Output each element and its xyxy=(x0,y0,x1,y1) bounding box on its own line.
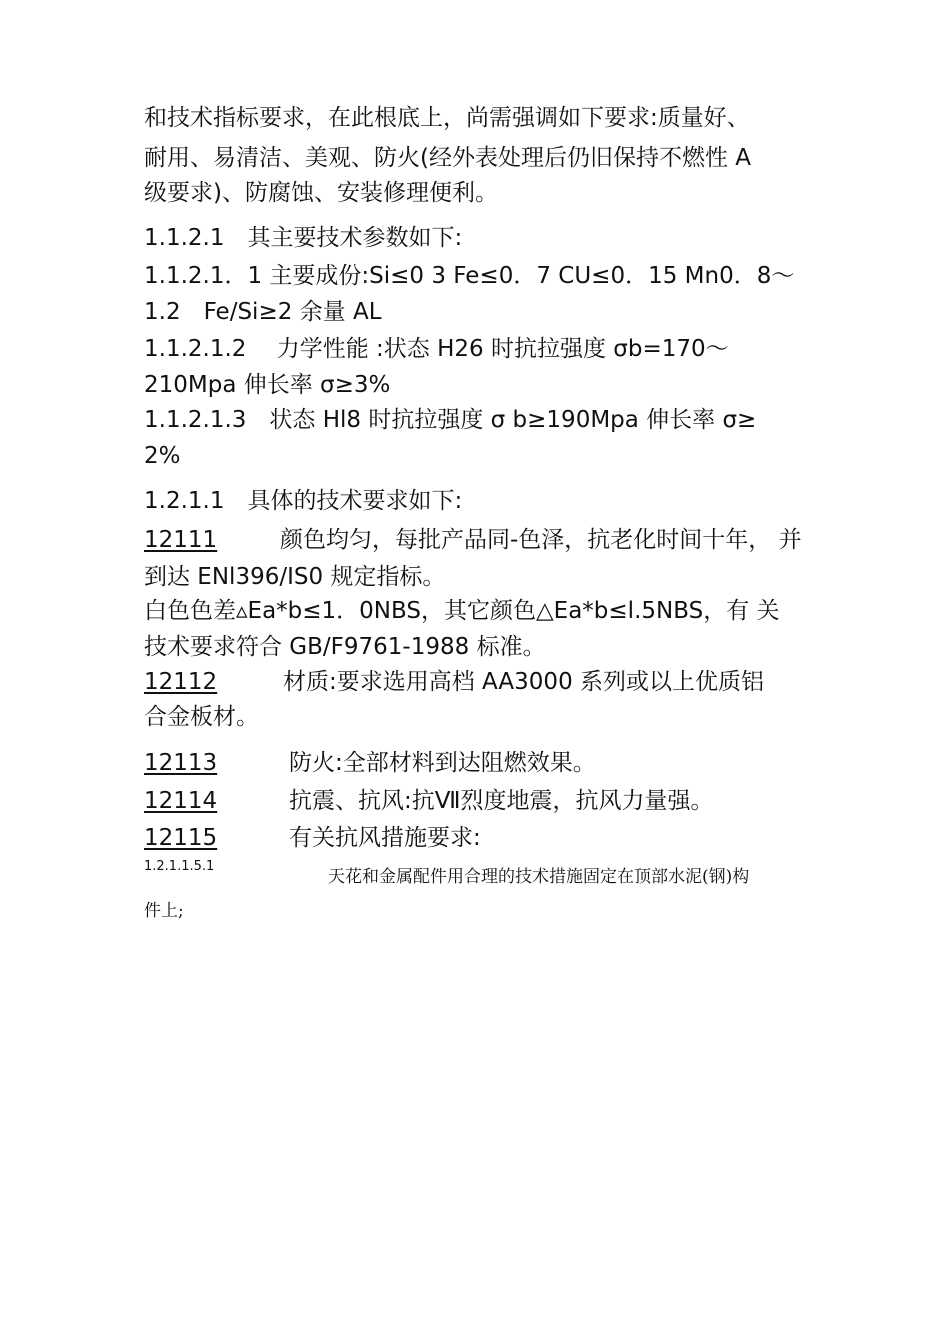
item-12112-cont: 合金板材。 xyxy=(144,704,259,730)
item-number: 12115 xyxy=(144,825,218,851)
sub-item-number: 1.2.1.1.5.1 xyxy=(144,859,215,874)
color-diff-line-1: 白色色差▵Ea*b≤1．0NBS，其它颜色△Ea*b≤l.5NBS，有 关 xyxy=(144,598,780,624)
item-12111-cont: 到达 ENl396/IS0 规定指标。 xyxy=(144,564,446,590)
item-text: 抗震、抗风:抗Ⅶ烈度地震，抗风力量强。 xyxy=(289,788,714,814)
composition-line-2: 1.2 Fe/Si≥2 余量 AL xyxy=(144,299,382,325)
mechanical-line-1: 1.1.2.1.2 力学性能 :状态 H26 时抗拉强度 σb=170～ xyxy=(144,336,729,362)
item-12115 xyxy=(144,823,481,853)
section-heading-1-2-1-1: 1.2.1.1 具体的技术要求如下: xyxy=(144,488,463,514)
item-number: 12112 xyxy=(144,669,218,695)
mechanical-line-2: 210Mpa 伸长率 σ≥3% xyxy=(144,372,391,398)
sub-item-cont: 件上; xyxy=(144,901,184,921)
section-heading-1-1-2-1: 1.1.2.1 其主要技术参数如下: xyxy=(144,225,463,251)
item-12112 xyxy=(144,667,764,697)
item-12113 xyxy=(144,748,596,778)
paragraph-line-2: 耐用、易清洁、美观、防火(经外表处理后仍旧保持不燃性 A xyxy=(144,145,752,171)
item-number: 12113 xyxy=(144,750,218,776)
h18-line-2: 2% xyxy=(144,443,181,469)
item-number: 12111 xyxy=(144,527,218,553)
item-12111 xyxy=(144,525,802,555)
paragraph-line-3: 级要求)、防腐蚀、安装修理便利。 xyxy=(144,180,498,206)
item-text: 防火:全部材料到达阻燃效果。 xyxy=(289,750,596,776)
h18-line-1: 1.1.2.1.3 状态 Hl8 时抗拉强度 σ b≥190Mpa 伸长率 σ≥ xyxy=(144,407,757,433)
item-12114 xyxy=(144,786,714,816)
item-number: 12114 xyxy=(144,788,218,814)
composition-line-1: 1.1.2.1．1 主要成份:Si≤0 3 Fe≤0．7 CU≤0．15 Mn0．8～ xyxy=(144,263,795,289)
sub-item-text: 天花和金属配件用合理的技术措施固定在顶部水泥(钢)构 xyxy=(328,867,750,887)
item-text: 材质:要求选用高档 AA3000 系列或以上优质铝 xyxy=(283,669,765,695)
color-diff-line-2: 技术要求符合 GB/F9761-1988 标准。 xyxy=(144,634,546,660)
item-text: 颜色均匀，每批产品同-色泽，抗老化时间十年， 并 xyxy=(280,527,802,553)
paragraph-line-1: 和技术指标要求，在此根底上，尚需强调如下要求:质量好、 xyxy=(144,105,750,131)
item-text: 有关抗风措施要求: xyxy=(289,825,481,851)
